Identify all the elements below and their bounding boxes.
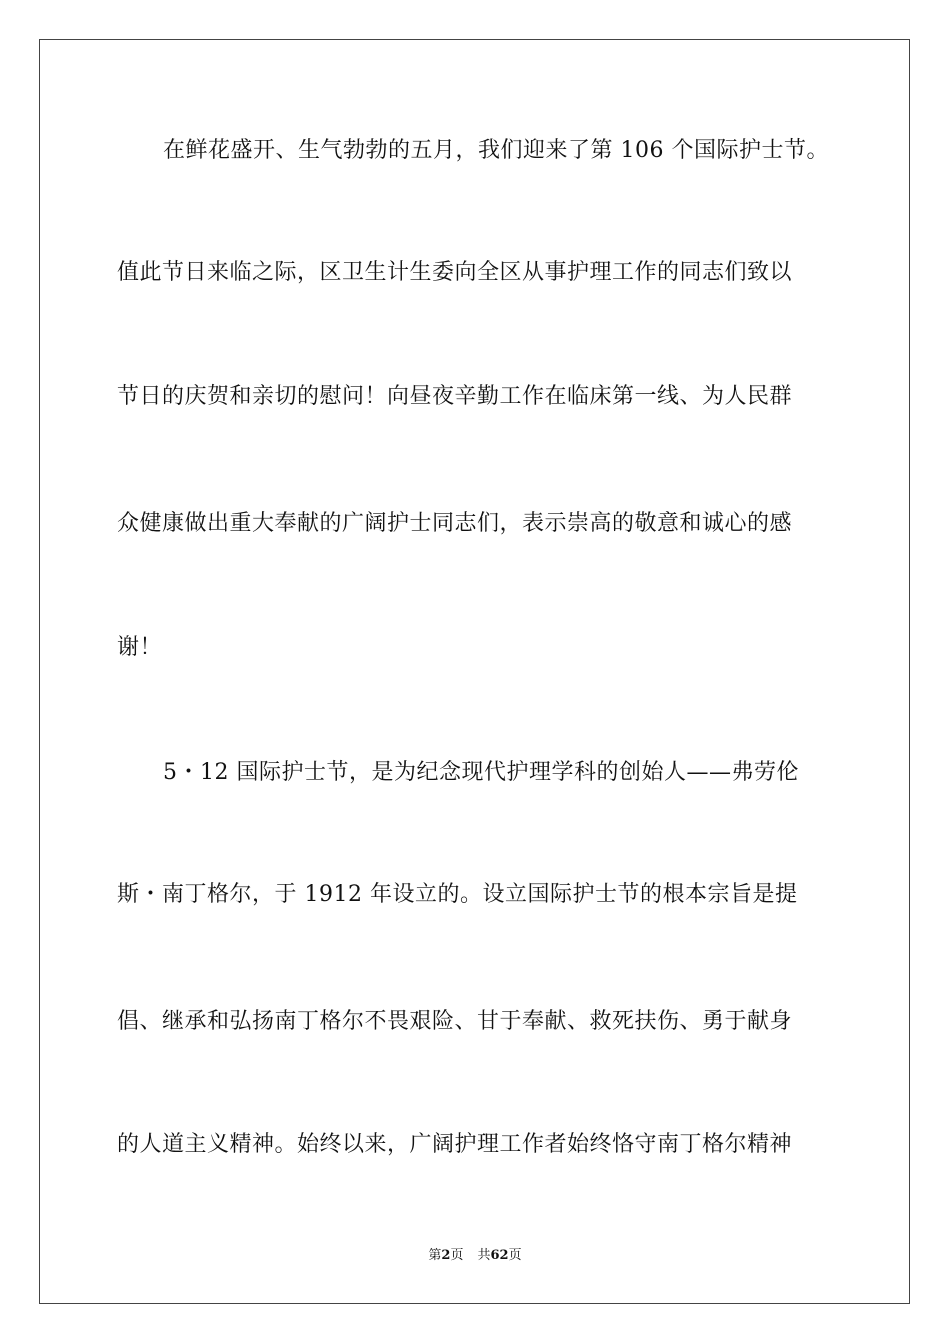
paragraph-2-line-1: 5・12 国际护士节，是为纪念现代护理学科的创始人——弗劳伦 bbox=[163, 760, 799, 785]
paragraph-2-line-4: 的人道主义精神。始终以来，广阔护理工作者始终恪守南丁格尔精神 bbox=[117, 1132, 793, 1157]
footer-total-suffix: 页 bbox=[508, 1248, 522, 1263]
paragraph-1-line-4: 众健康做出重大奉献的广阔护士同志们，表示崇高的敬意和诚心的感 bbox=[117, 511, 793, 536]
paragraph-1-line-5: 谢！ bbox=[117, 635, 163, 660]
footer-total-prefix: 共 bbox=[477, 1248, 491, 1263]
paragraph-2-line-2: 斯・南丁格尔，于 1912 年设立的。设立国际护士节的根本宗旨是提 bbox=[117, 882, 798, 907]
footer-total-pages: 62 bbox=[490, 1248, 509, 1263]
footer-page-number: 2 bbox=[441, 1248, 451, 1263]
footer-page-prefix: 第 bbox=[428, 1248, 442, 1263]
page-border bbox=[39, 39, 910, 1304]
footer-page-suffix: 页 bbox=[450, 1248, 464, 1263]
page-footer bbox=[0, 1247, 950, 1265]
paragraph-2-line-3: 倡、继承和弘扬南丁格尔不畏艰险、甘于奉献、救死扶伤、勇于献身 bbox=[117, 1009, 793, 1034]
paragraph-1-line-1: 在鲜花盛开、生气勃勃的五月，我们迎来了第 106 个国际护士节。 bbox=[163, 138, 829, 163]
paragraph-1-line-2: 值此节日来临之际，区卫生计生委向全区从事护理工作的同志们致以 bbox=[117, 260, 793, 285]
paragraph-1-line-3: 节日的庆贺和亲切的慰问！向昼夜辛勤工作在临床第一线、为人民群 bbox=[117, 384, 793, 409]
